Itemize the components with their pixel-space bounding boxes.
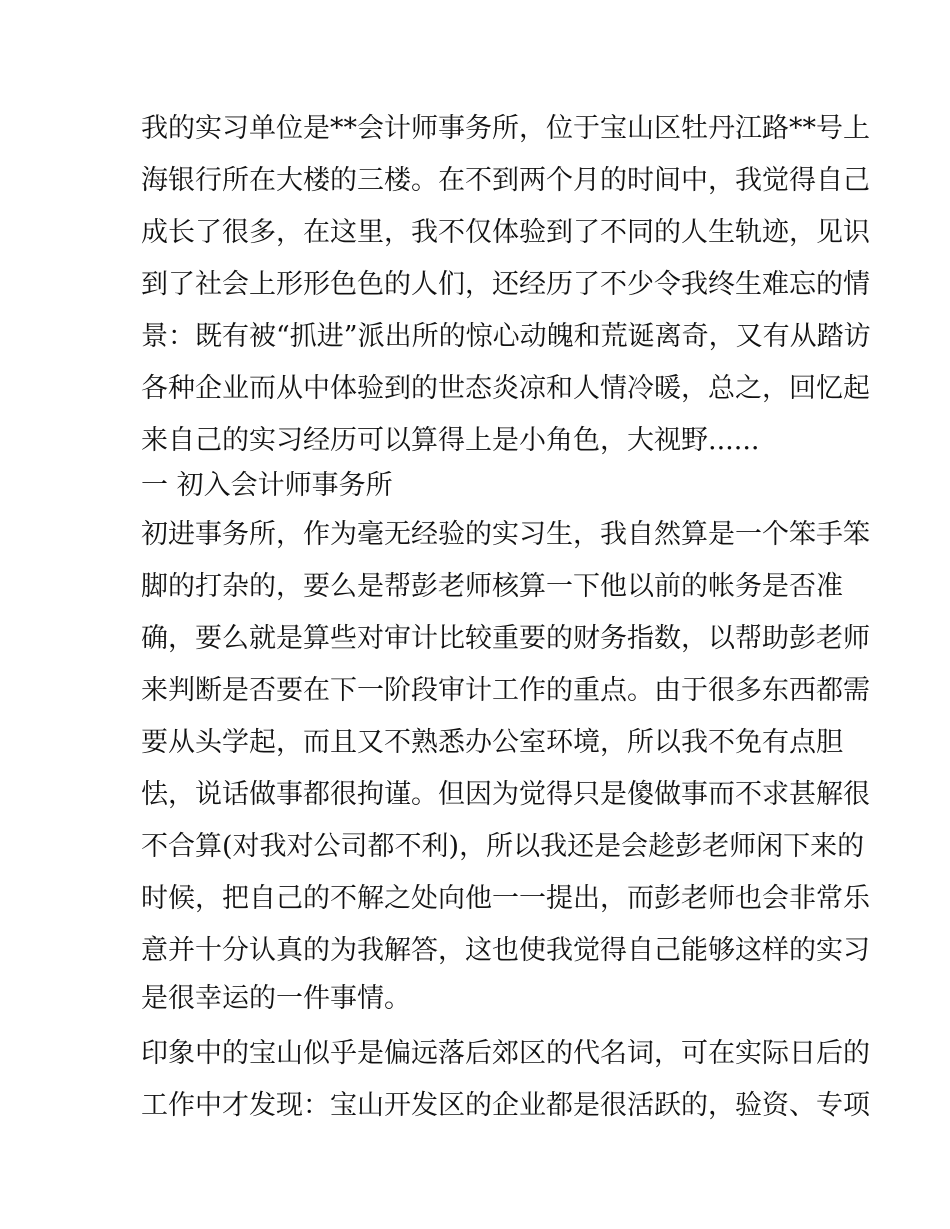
- text-line: 脚的打杂的，要么是帮彭老师核算一下他以前的帐务是否准: [141, 571, 843, 602]
- text-line: 我的实习单位是**会计师事务所，位于宝山区牡丹江路**号上: [141, 113, 870, 144]
- text-line: 是很幸运的一件事情。: [141, 983, 411, 1014]
- text-line: 工作中才发现：宝山开发区的企业都是很活跃的，验资、专项: [141, 1090, 870, 1121]
- text-line: 时候，把自己的不解之处向他一一提出，而彭老师也会非常乐: [141, 883, 870, 914]
- text-line: 来自己的实习经历可以算得上是小角色，大视野......: [141, 425, 760, 456]
- text-line: 要从头学起，而且又不熟悉办公室环境，所以我不免有点胆: [141, 727, 843, 758]
- section-heading: 一 初入会计师事务所: [141, 470, 393, 501]
- text-line: 初进事务所，作为毫无经验的实习生，我自然算是一个笨手笨: [141, 519, 870, 550]
- text-line: 印象中的宝山似乎是偏远落后郊区的代名词，可在实际日后的: [141, 1038, 870, 1069]
- text-line: 来判断是否要在下一阶段审计工作的重点。由于很多东西都需: [141, 675, 870, 706]
- text-line: 到了社会上形形色色的人们，还经历了不少令我终生难忘的情: [141, 269, 870, 300]
- text-line: 意并十分认真的为我解答，这也使我觉得自己能够这样的实习: [141, 935, 870, 966]
- text-line: 海银行所在大楼的三楼。在不到两个月的时间中，我觉得自己: [141, 165, 870, 196]
- text-line: 不合算(对我对公司都不利)，所以我还是会趁彭老师闲下来的: [141, 831, 865, 862]
- text-line: 各种企业而从中体验到的世态炎凉和人情冷暖，总之，回忆起: [141, 373, 870, 404]
- text-line: 成长了很多，在这里，我不仅体验到了不同的人生轨迹，见识: [141, 217, 870, 248]
- text-line: 确，要么就是算些对审计比较重要的财务指数，以帮助彭老师: [141, 623, 870, 654]
- text-line: 怯，说话做事都很拘谨。但因为觉得只是傻做事而不求甚解很: [141, 779, 870, 810]
- text-line: 景：既有被“抓进”派出所的惊心动魄和荒诞离奇，又有从踏访: [141, 321, 871, 352]
